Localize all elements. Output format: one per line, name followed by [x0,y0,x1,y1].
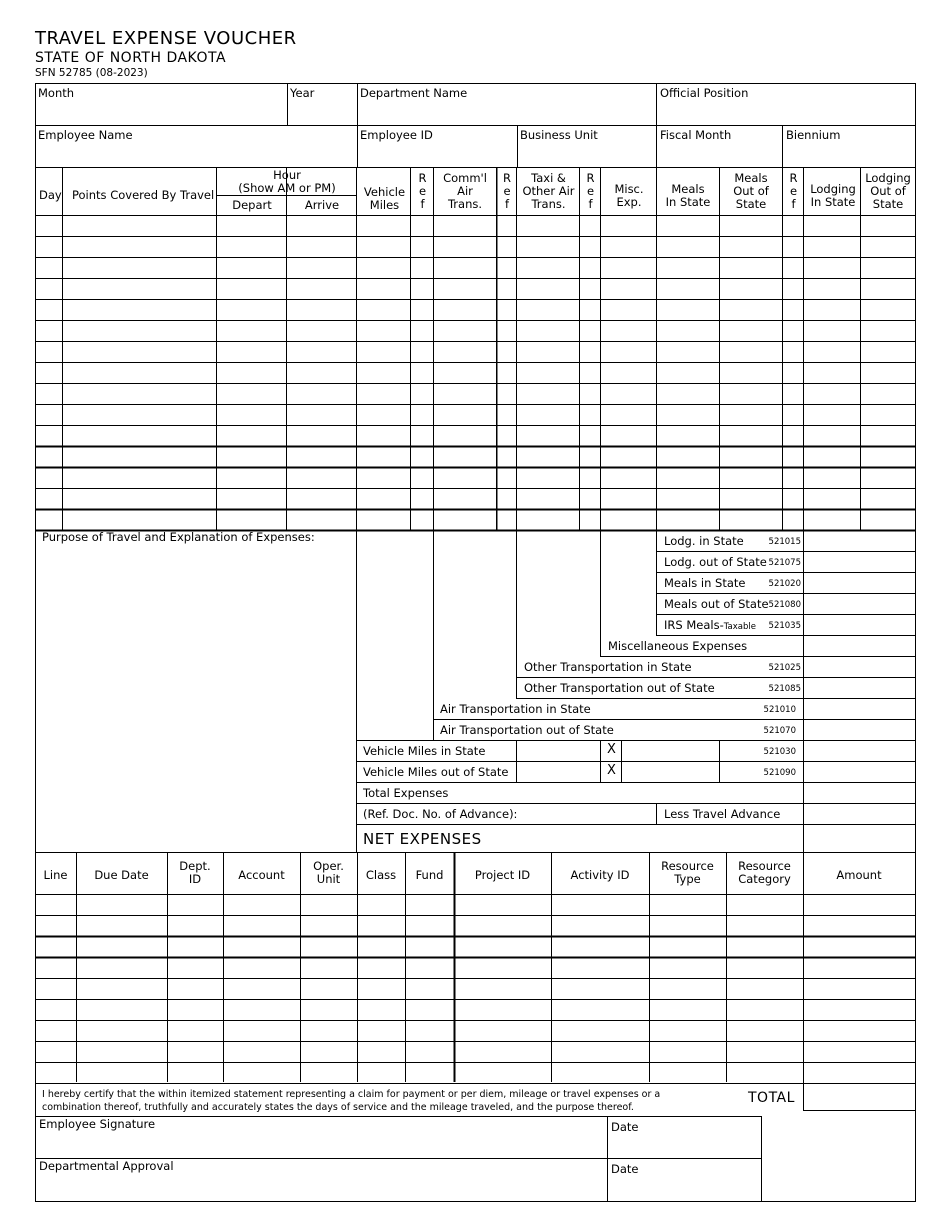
total-label: TOTAL [748,1090,795,1106]
air-out-label: Air Transportation out of State [440,723,614,737]
col-ref-1: R e f [418,171,427,212]
col-ref-2: R e f [503,171,511,212]
col-misc-exp: Misc. Exp. [614,182,644,210]
col-ref-4: R e f [789,171,798,212]
coding-col-fund: Fund [415,868,444,882]
fiscal-month-field-label[interactable]: Fiscal Month [660,128,732,142]
other-trans-out-label: Other Transportation out of State [524,681,715,695]
col-ref-3: R e f [586,171,595,212]
meals-out-state-code: 521080 [768,600,801,610]
coding-col-oper-unit: Oper. Unit [313,859,344,887]
vehicle-out-label: Vehicle Miles out of State [363,765,509,779]
lodg-in-state-code: 521015 [768,537,801,547]
employee-id-field-label[interactable]: Employee ID [360,128,433,142]
col-arrive: Arrive [304,198,340,212]
year-field-label[interactable]: Year [290,86,315,100]
coding-col-resource-type: Resource Type [661,859,714,887]
ref-doc-label[interactable]: (Ref. Doc. No. of Advance): [363,807,518,821]
misc-expenses-label: Miscellaneous Expenses [608,639,748,653]
coding-col-account: Account [238,868,285,882]
air-in-code: 521010 [763,705,796,715]
coding-col-resource-category: Resource Category [738,859,791,887]
col-lodging-out-state: Lodging Out of State [865,171,911,212]
air-in-label: Air Transportation in State [440,702,591,716]
col-meals-in-state: Meals In State [665,182,711,210]
vehicle-out-multiply: X [607,763,616,778]
certification-text-line1: I hereby certify that the within itemized statement representing a claim for payment or per diem, mileage or travel expenses or a [42,1089,661,1100]
coding-col-line: Line [43,868,68,882]
other-trans-in-label: Other Transportation in State [524,660,692,674]
form-title: TRAVEL EXPENSE VOUCHER [35,28,297,49]
col-hour: Hour (Show AM or PM) [238,168,336,196]
employee-name-field-label[interactable]: Employee Name [38,128,133,142]
lodg-out-state-code: 521075 [768,558,801,568]
biennium-field-label[interactable]: Biennium [786,128,841,142]
coding-col-dept-id: Dept. ID [179,859,211,887]
vehicle-in-code: 521030 [763,747,796,757]
meals-in-state-code: 521020 [768,579,801,589]
col-meals-out-state: Meals Out of State [733,171,769,212]
col-comm-air: Comm'l Air Trans. [443,171,487,212]
date-2-label[interactable]: Date [611,1162,639,1176]
certification-text-line2: combination thereof, truthfully and accurately states the days of service and the mileage traveled, and the purpose thereof. [42,1102,634,1113]
coding-col-due-date: Due Date [94,868,149,882]
other-trans-in-code: 521025 [768,663,801,673]
vehicle-in-label: Vehicle Miles in State [363,744,486,758]
coding-col-amount: Amount [836,868,882,882]
less-travel-advance-label: Less Travel Advance [664,807,781,821]
lodg-in-state-label: Lodg. in State [664,534,744,548]
month-field-label[interactable]: Month [38,86,75,100]
col-vehicle-miles: Vehicle Miles [363,185,406,213]
employee-signature-label[interactable]: Employee Signature [39,1117,156,1131]
official-position-field-label[interactable]: Official Position [660,86,749,100]
business-unit-field-label[interactable]: Business Unit [520,128,598,142]
col-depart: Depart [232,198,272,212]
air-out-code: 521070 [763,726,796,736]
net-expenses-label: NET EXPENSES [363,830,482,848]
total-expenses-label: Total Expenses [363,786,449,800]
meals-in-state-label: Meals in State [664,576,746,590]
vehicle-out-code: 521090 [763,768,796,778]
coding-col-activity-id: Activity ID [570,868,630,882]
lodg-out-state-label: Lodg. out of State [664,555,767,569]
departmental-approval-label[interactable]: Departmental Approval [39,1159,174,1173]
col-day: Day [39,188,62,202]
coding-col-project-id: Project ID [474,868,531,882]
coding-col-class: Class [365,868,397,882]
purpose-of-travel-label[interactable]: Purpose of Travel and Explanation of Expenses: [42,530,315,544]
irs-meals-code: 521035 [768,621,801,631]
department-name-field-label[interactable]: Department Name [360,86,468,100]
form-number: SFN 52785 (08-2023) [35,67,148,79]
vehicle-in-multiply: X [607,742,616,757]
date-1-label[interactable]: Date [611,1120,639,1134]
meals-out-state-label: Meals out of State [664,597,769,611]
col-points-covered: Points Covered By Travel [72,188,215,202]
other-trans-out-code: 521085 [768,684,801,694]
form-state: STATE OF NORTH DAKOTA [35,50,227,66]
col-taxi: Taxi & Other Air Trans. [522,171,575,212]
col-lodging-in-state: Lodging In State [810,182,856,210]
irs-meals-label: IRS Meals-Taxable [664,618,756,632]
